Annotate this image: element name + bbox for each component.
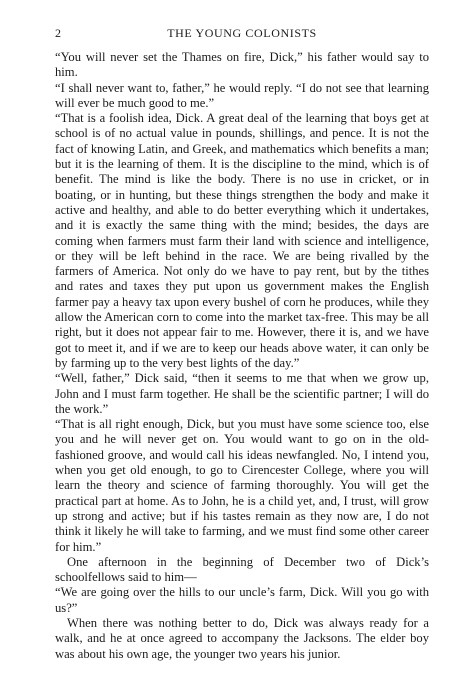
paragraph: “That is all right enough, Dick, but you must have some science too, else you and he will never get on. You would want to go on in the old-fashioned groove, and would call his ideas newfangled. No, I intend you, when you get old enough, to go to Cirencester College, where you will learn the theory and science of farming thoroughly. You will get the practical part at home. As to John, he is a child yet, and, I trust, will grow up strong and active; but if his tastes remain as they now are, I do not think it likely he will take to farming, and we must find some other career for him.” bbox=[55, 417, 429, 554]
paragraph: “That is a foolish idea, Dick. A great deal of the learning that boys get at school is of no actual value in pounds, shillings, and pence. It is not the fact of knowing Latin, and Greek, and mathematics which benefits a man; but it is the learning of them. It is the discipline to the mind, which is of benefit. The mind is like the body. There is no use in cricket, or in boating, or in hunting, but these things strengthen the body and make it active and healthy, and able to do better everything which it undertakes, and it is exactly the same thing with the mind; besides, the days are coming when farmers must farm their land with science and intelligence, or they will be left behind in the race. We are being rivalled by the farmers of America. Not only do we have to pay rent, but by the tithes and rates and taxes they put upon us government makes the English farmer pay a heavy tax upon every bushel of corn he produces, while they allow the American corn to come into the market tax-free. This may be all right, but it does not appear fair to me. However, there it is, and we have got to meet it, and if we are to keep our heads above water, it can only be by farming up to the very best lights of the day.” bbox=[55, 111, 429, 370]
paragraph: “You will never set the Thames on fire, Dick,” his father would say to him. bbox=[55, 50, 429, 80]
page-number: 2 bbox=[55, 26, 62, 40]
body-text bbox=[55, 50, 429, 662]
paragraph: “Well, father,” Dick said, “then it seems to me that when we grow up, John and I must farm together. He shall be the scientific partner; I will do the work.” bbox=[55, 371, 429, 416]
paragraph: One afternoon in the beginning of December two of Dick’s schoolfellows said to him— bbox=[55, 554, 429, 585]
running-title: THE YOUNG COLONISTS bbox=[167, 26, 317, 40]
paragraph: When there was nothing better to do, Dick was always ready for a walk, and he at once agreed to accompany the Jacksons. The elder boy was about his own age, the younger two years his junior. bbox=[55, 615, 429, 661]
running-head bbox=[55, 26, 429, 44]
paragraph: “I shall never want to, father,” he would reply. “I do not see that learning will ever be much good to me.” bbox=[55, 80, 429, 110]
paragraph: “We are going over the hills to our uncle’s farm, Dick. Will you go with us?” bbox=[55, 585, 429, 615]
